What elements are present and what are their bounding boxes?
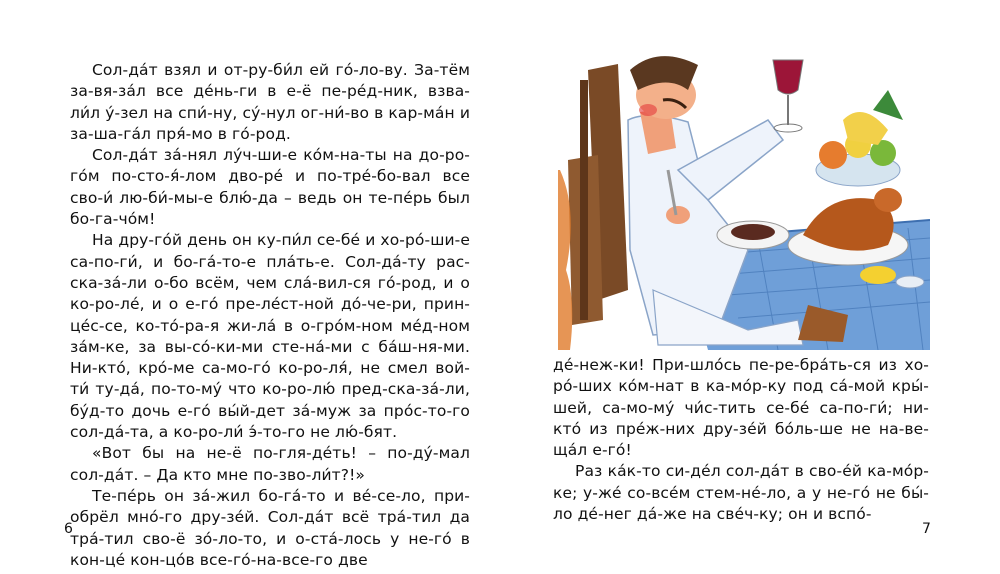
paragraph: Сол-да́т за́-нял лу́ч-ши-е ко́м-на-ты на до-ро-го́м по-сто-я́-лом дво-ре́ и по-тре́-бо-вал все сво-и́ лю-би́-мы-е блю́-да – ведь он те-пе́рь был бо-га-чо́м!	[70, 146, 470, 229]
soldier-dining-illustration	[558, 50, 930, 350]
paragraph: Раз ка́к-то си-де́л сол-да́т в сво-е́й ка-мо́р-ке; у-же́ со-все́м стем-не́-ло, а у не-го́ не бы́-ло де́-нег да́-же на све́ч-ку; он и вспо́-	[553, 462, 929, 524]
page-number-left: 6	[64, 521, 73, 537]
page-number-right: 7	[922, 521, 931, 537]
paragraph: де́-неж-ки! При-шло́сь пе-ре-бра́ть-ся из хо-ро́-ших ко́м-нат в ка-мо́р-ку под са́-мой кры́-шей, са-мо-му́ чи́с-тить се-бе́ са-по-ги́; ни-кто́ из пре́ж-них дру-зе́й бо́ль-ше не на-ве-ща́л е-го́!	[553, 356, 929, 460]
paragraph: Те-пе́рь он за́-жил бо-га́-то и ве́-се-ло, при-обрёл мно́-го дру-зе́й. Сол-да́т всё тра́-тил да тра́-тил сво-ё зо́-ло-то, и о-ста́-лось у не-го́ в кон-це́ кон-цо́в все-го́-на-все-го две	[70, 486, 470, 569]
paragraph: Сол-да́т взял и от-ру-би́л ей го́-ло-ву. За-тём за-вя-за́л все де́нь-ги в е-ё пе-ре́д-ник, взва-ли́л у́-зел на спи́-ну, су́-нул ог-ни́-во в кар-ма́н и за-ша-га́л пря́-мо в го́-род.	[70, 61, 470, 143]
right-page-text	[553, 355, 929, 525]
left-page-text	[70, 60, 470, 571]
paragraph: «Вот бы на не-ё по-гля-де́ть! – по-ду́-мал сол-да́т. – Да кто мне по-зво-ли́т?!»	[70, 444, 470, 484]
paragraph: На дру-го́й день он ку-пи́л се-бе́ и хо-ро́-ши-е са-по-ги́, и бо-га́-то-е пла́ть-е. Сол-да́-ту рас-ска-за́-ли о-бо всём, чем сла́-вил-ся го́-род, и о ко-ро-ле́, и о е-го́ пре-ле́ст-ной до́-че-ри, прин-це́с-се, ко-то́-ра-я жи-ла́ в о-гро́м-ном ме́д-ном за́м-ке, за вы-со́-ки-ми сте-на́-ми с ба́ш-ня-ми. Ни-кто́, кро́-ме са-мо-го́ ко-ро-ля́, не смел вой-ти́ ту-да́, по-то-му́ что ко-ро-лю́ пред-ска-за́-ли, бу́д-то дочь е-го́ вы́й-дет за́-муж за про́с-то-го сол-да́-та, а ко-ро-ли́ э́-то-го не лю́-бят.	[70, 231, 470, 442]
